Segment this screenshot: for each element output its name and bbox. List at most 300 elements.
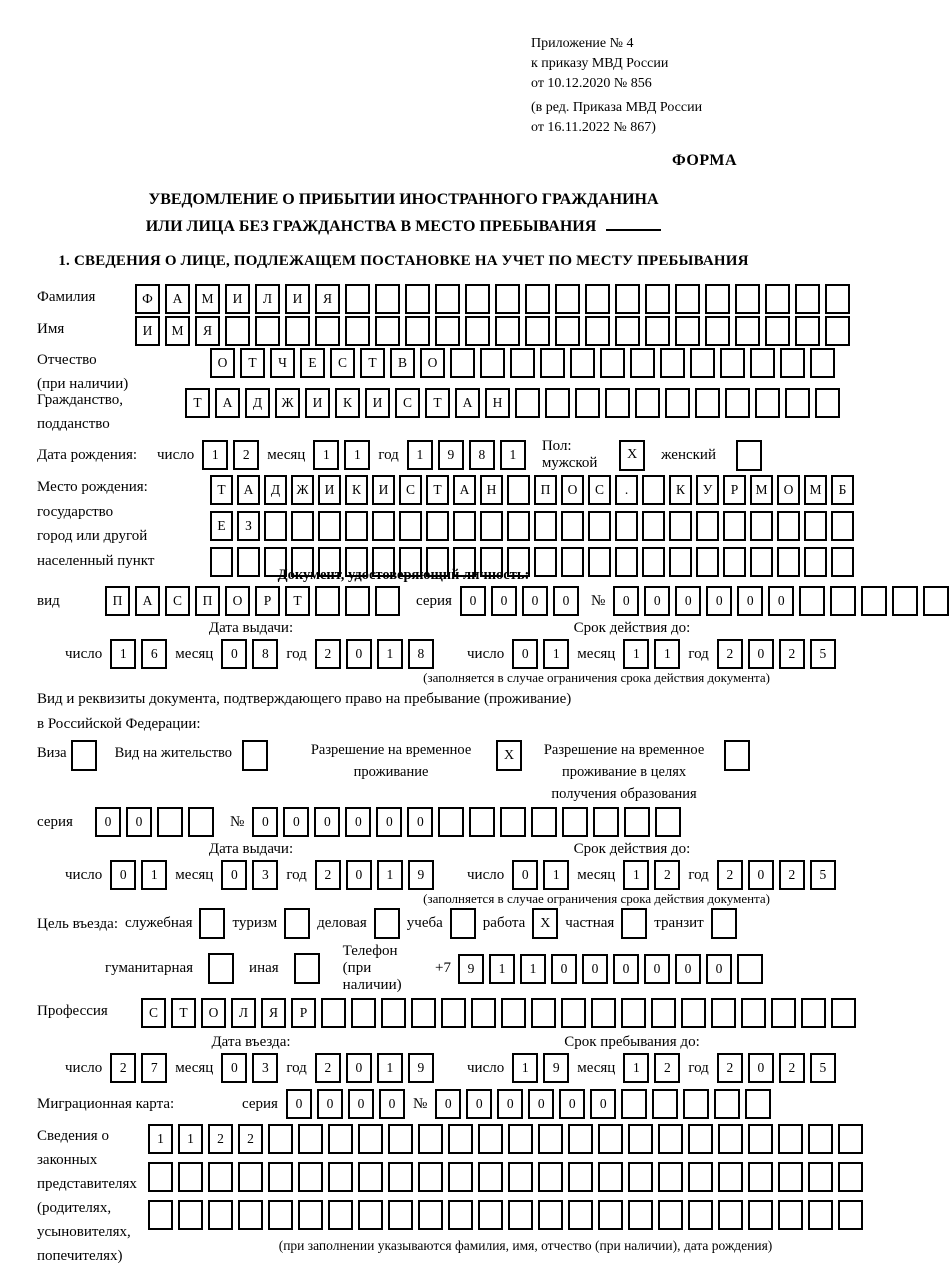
char-cell[interactable] <box>71 740 97 771</box>
char-cell[interactable] <box>555 316 580 346</box>
char-cell[interactable]: 7 <box>141 1053 167 1083</box>
char-cell[interactable]: 0 <box>613 586 639 616</box>
char-cell[interactable] <box>681 998 706 1028</box>
char-cell[interactable] <box>750 511 773 541</box>
char-cell[interactable]: 0 <box>512 860 538 890</box>
char-cell[interactable] <box>388 1124 413 1154</box>
char-cell[interactable]: 1 <box>489 954 515 984</box>
char-cell[interactable]: И <box>135 316 160 346</box>
char-cell[interactable]: 0 <box>466 1089 492 1119</box>
char-cell[interactable] <box>531 998 556 1028</box>
char-cell[interactable] <box>838 1200 863 1230</box>
char-cell[interactable] <box>642 475 665 505</box>
char-cell[interactable] <box>199 908 225 939</box>
char-cell[interactable] <box>838 1124 863 1154</box>
char-cell[interactable] <box>225 316 250 346</box>
char-cell[interactable]: 1 <box>543 639 569 669</box>
char-cell[interactable]: 8 <box>408 639 434 669</box>
char-cell[interactable]: 9 <box>458 954 484 984</box>
char-cell[interactable]: 0 <box>126 807 152 837</box>
char-cell[interactable]: 0 <box>95 807 121 837</box>
char-cell[interactable] <box>351 998 376 1028</box>
char-cell[interactable] <box>208 953 234 984</box>
char-cell[interactable] <box>815 388 840 418</box>
char-cell[interactable] <box>669 511 692 541</box>
char-cell[interactable] <box>642 547 665 577</box>
char-cell[interactable]: 8 <box>469 440 495 470</box>
char-cell[interactable] <box>892 586 918 616</box>
char-cell[interactable] <box>711 998 736 1028</box>
char-cell[interactable]: Р <box>291 998 316 1028</box>
char-cell[interactable] <box>635 388 660 418</box>
char-cell[interactable] <box>345 586 370 616</box>
char-cell[interactable] <box>157 807 183 837</box>
char-cell[interactable]: . <box>615 475 638 505</box>
char-cell[interactable]: 0 <box>346 639 372 669</box>
char-cell[interactable] <box>628 1162 653 1192</box>
char-cell[interactable]: Ч <box>270 348 295 378</box>
char-cell[interactable]: Д <box>245 388 270 418</box>
char-cell[interactable] <box>448 1124 473 1154</box>
char-cell[interactable] <box>615 316 640 346</box>
char-cell[interactable]: 2 <box>717 860 743 890</box>
char-cell[interactable]: 0 <box>317 1089 343 1119</box>
char-cell[interactable]: 0 <box>283 807 309 837</box>
char-cell[interactable]: Т <box>171 998 196 1028</box>
char-cell[interactable] <box>723 547 746 577</box>
char-cell[interactable]: К <box>345 475 368 505</box>
char-cell[interactable] <box>665 388 690 418</box>
char-cell[interactable]: 1 <box>178 1124 203 1154</box>
char-cell[interactable]: 2 <box>233 440 259 470</box>
char-cell[interactable]: Я <box>195 316 220 346</box>
char-cell[interactable] <box>605 388 630 418</box>
char-cell[interactable] <box>294 953 320 984</box>
char-cell[interactable]: 0 <box>748 639 774 669</box>
char-cell[interactable]: 1 <box>344 440 370 470</box>
char-cell[interactable] <box>723 511 746 541</box>
char-cell[interactable] <box>660 348 685 378</box>
char-cell[interactable] <box>534 511 557 541</box>
char-cell[interactable] <box>777 511 800 541</box>
char-cell[interactable] <box>621 1089 647 1119</box>
char-cell[interactable]: 1 <box>623 639 649 669</box>
char-cell[interactable] <box>777 547 800 577</box>
char-cell[interactable] <box>284 908 310 939</box>
char-cell[interactable] <box>238 1162 263 1192</box>
char-cell[interactable]: 0 <box>345 807 371 837</box>
char-cell[interactable] <box>600 348 625 378</box>
char-cell[interactable] <box>718 1200 743 1230</box>
char-cell[interactable] <box>598 1124 623 1154</box>
char-cell[interactable]: 9 <box>543 1053 569 1083</box>
char-cell[interactable] <box>718 1124 743 1154</box>
char-cell[interactable]: 2 <box>654 1053 680 1083</box>
char-cell[interactable] <box>372 511 395 541</box>
char-cell[interactable]: 0 <box>748 860 774 890</box>
char-cell[interactable]: 2 <box>208 1124 233 1154</box>
char-cell[interactable] <box>588 511 611 541</box>
char-cell[interactable]: П <box>534 475 557 505</box>
char-cell[interactable] <box>745 1089 771 1119</box>
char-cell[interactable] <box>375 284 400 314</box>
char-cell[interactable]: 0 <box>553 586 579 616</box>
char-cell[interactable] <box>405 284 430 314</box>
char-cell[interactable] <box>711 908 737 939</box>
char-cell[interactable] <box>615 284 640 314</box>
char-cell[interactable] <box>568 1124 593 1154</box>
char-cell[interactable] <box>778 1162 803 1192</box>
char-cell[interactable] <box>808 1124 833 1154</box>
char-cell[interactable] <box>683 1089 709 1119</box>
char-cell[interactable] <box>495 316 520 346</box>
char-cell[interactable]: 1 <box>623 860 649 890</box>
char-cell[interactable]: 1 <box>110 639 136 669</box>
char-cell[interactable] <box>315 586 340 616</box>
char-cell[interactable] <box>838 1162 863 1192</box>
char-cell[interactable] <box>515 388 540 418</box>
char-cell[interactable] <box>508 1200 533 1230</box>
char-cell[interactable]: 2 <box>779 860 805 890</box>
char-cell[interactable] <box>441 998 466 1028</box>
char-cell[interactable] <box>658 1124 683 1154</box>
char-cell[interactable] <box>418 1200 443 1230</box>
char-cell[interactable]: Т <box>185 388 210 418</box>
char-cell[interactable]: М <box>750 475 773 505</box>
char-cell[interactable]: 1 <box>148 1124 173 1154</box>
char-cell[interactable]: 0 <box>559 1089 585 1119</box>
char-cell[interactable] <box>375 586 400 616</box>
char-cell[interactable]: С <box>399 475 422 505</box>
char-cell[interactable]: 0 <box>644 954 670 984</box>
char-cell[interactable]: 1 <box>500 440 526 470</box>
char-cell[interactable]: В <box>390 348 415 378</box>
char-cell[interactable] <box>321 998 346 1028</box>
char-cell[interactable] <box>507 475 530 505</box>
char-cell[interactable] <box>531 807 557 837</box>
char-cell[interactable] <box>748 1200 773 1230</box>
char-cell[interactable] <box>675 316 700 346</box>
char-cell[interactable]: 1 <box>202 440 228 470</box>
char-cell[interactable]: 5 <box>810 1053 836 1083</box>
char-cell[interactable] <box>705 316 730 346</box>
char-cell[interactable] <box>658 1200 683 1230</box>
char-cell[interactable]: 3 <box>252 1053 278 1083</box>
char-cell[interactable] <box>411 998 436 1028</box>
char-cell[interactable]: 1 <box>623 1053 649 1083</box>
char-cell[interactable] <box>735 316 760 346</box>
char-cell[interactable] <box>508 1162 533 1192</box>
char-cell[interactable]: Ж <box>275 388 300 418</box>
char-cell[interactable]: С <box>330 348 355 378</box>
char-cell[interactable]: 0 <box>512 639 538 669</box>
char-cell[interactable] <box>264 511 287 541</box>
char-cell[interactable] <box>510 348 535 378</box>
char-cell[interactable]: 0 <box>460 586 486 616</box>
char-cell[interactable] <box>725 388 750 418</box>
char-cell[interactable] <box>785 388 810 418</box>
char-cell[interactable]: А <box>455 388 480 418</box>
char-cell[interactable] <box>381 998 406 1028</box>
char-cell[interactable]: 1 <box>654 639 680 669</box>
char-cell[interactable]: 0 <box>221 639 247 669</box>
char-cell[interactable] <box>624 807 650 837</box>
char-cell[interactable] <box>675 284 700 314</box>
char-cell[interactable] <box>450 908 476 939</box>
char-cell[interactable]: Ж <box>291 475 314 505</box>
char-cell[interactable] <box>741 998 766 1028</box>
char-cell[interactable] <box>178 1162 203 1192</box>
char-cell[interactable]: 0 <box>528 1089 554 1119</box>
char-cell[interactable] <box>645 316 670 346</box>
char-cell[interactable] <box>561 998 586 1028</box>
char-cell[interactable]: X <box>532 908 558 939</box>
char-cell[interactable] <box>525 316 550 346</box>
char-cell[interactable]: Б <box>831 475 854 505</box>
char-cell[interactable]: 0 <box>379 1089 405 1119</box>
char-cell[interactable] <box>534 547 557 577</box>
char-cell[interactable]: А <box>453 475 476 505</box>
char-cell[interactable] <box>750 547 773 577</box>
char-cell[interactable] <box>374 908 400 939</box>
char-cell[interactable]: П <box>105 586 130 616</box>
char-cell[interactable]: С <box>141 998 166 1028</box>
char-cell[interactable] <box>345 284 370 314</box>
char-cell[interactable]: X <box>619 440 645 471</box>
char-cell[interactable] <box>345 511 368 541</box>
char-cell[interactable]: С <box>165 586 190 616</box>
char-cell[interactable] <box>585 316 610 346</box>
char-cell[interactable]: 1 <box>407 440 433 470</box>
char-cell[interactable]: 2 <box>779 1053 805 1083</box>
char-cell[interactable]: 1 <box>313 440 339 470</box>
char-cell[interactable]: Р <box>255 586 280 616</box>
char-cell[interactable]: 5 <box>810 860 836 890</box>
char-cell[interactable]: У <box>696 475 719 505</box>
char-cell[interactable] <box>696 511 719 541</box>
char-cell[interactable]: 0 <box>590 1089 616 1119</box>
char-cell[interactable] <box>358 1162 383 1192</box>
char-cell[interactable]: 0 <box>221 1053 247 1083</box>
char-cell[interactable] <box>598 1200 623 1230</box>
char-cell[interactable]: 1 <box>377 1053 403 1083</box>
char-cell[interactable]: Е <box>210 511 233 541</box>
char-cell[interactable]: С <box>395 388 420 418</box>
char-cell[interactable] <box>418 1124 443 1154</box>
char-cell[interactable] <box>651 998 676 1028</box>
char-cell[interactable]: 2 <box>717 639 743 669</box>
char-cell[interactable] <box>562 807 588 837</box>
char-cell[interactable] <box>714 1089 740 1119</box>
char-cell[interactable] <box>735 284 760 314</box>
char-cell[interactable] <box>831 547 854 577</box>
char-cell[interactable]: Е <box>300 348 325 378</box>
char-cell[interactable] <box>465 284 490 314</box>
char-cell[interactable] <box>545 388 570 418</box>
char-cell[interactable]: 0 <box>110 860 136 890</box>
char-cell[interactable] <box>315 316 340 346</box>
char-cell[interactable]: Я <box>315 284 340 314</box>
char-cell[interactable] <box>801 998 826 1028</box>
char-cell[interactable] <box>655 807 681 837</box>
char-cell[interactable] <box>765 316 790 346</box>
char-cell[interactable] <box>630 348 655 378</box>
char-cell[interactable] <box>755 388 780 418</box>
char-cell[interactable] <box>695 388 720 418</box>
char-cell[interactable] <box>771 998 796 1028</box>
char-cell[interactable] <box>328 1124 353 1154</box>
char-cell[interactable] <box>471 998 496 1028</box>
char-cell[interactable] <box>148 1200 173 1230</box>
char-cell[interactable]: И <box>365 388 390 418</box>
char-cell[interactable] <box>688 1200 713 1230</box>
char-cell[interactable] <box>804 547 827 577</box>
char-cell[interactable] <box>621 998 646 1028</box>
char-cell[interactable]: 9 <box>408 1053 434 1083</box>
char-cell[interactable]: М <box>804 475 827 505</box>
char-cell[interactable] <box>453 511 476 541</box>
char-cell[interactable]: Л <box>231 998 256 1028</box>
char-cell[interactable]: 0 <box>407 807 433 837</box>
char-cell[interactable] <box>825 284 850 314</box>
char-cell[interactable] <box>831 998 856 1028</box>
char-cell[interactable] <box>208 1200 233 1230</box>
char-cell[interactable]: 2 <box>110 1053 136 1083</box>
char-cell[interactable] <box>148 1162 173 1192</box>
char-cell[interactable] <box>570 348 595 378</box>
char-cell[interactable]: А <box>215 388 240 418</box>
char-cell[interactable] <box>495 284 520 314</box>
char-cell[interactable] <box>615 547 638 577</box>
char-cell[interactable]: О <box>420 348 445 378</box>
char-cell[interactable] <box>328 1162 353 1192</box>
char-cell[interactable]: 0 <box>491 586 517 616</box>
char-cell[interactable]: 2 <box>315 860 341 890</box>
char-cell[interactable] <box>810 348 835 378</box>
char-cell[interactable]: Т <box>425 388 450 418</box>
char-cell[interactable] <box>861 586 887 616</box>
char-cell[interactable] <box>831 511 854 541</box>
char-cell[interactable] <box>208 1162 233 1192</box>
char-cell[interactable] <box>298 1124 323 1154</box>
char-cell[interactable]: И <box>318 475 341 505</box>
char-cell[interactable]: 0 <box>613 954 639 984</box>
char-cell[interactable]: Т <box>360 348 385 378</box>
char-cell[interactable] <box>478 1200 503 1230</box>
char-cell[interactable] <box>507 511 530 541</box>
char-cell[interactable] <box>268 1162 293 1192</box>
char-cell[interactable]: 0 <box>644 586 670 616</box>
char-cell[interactable] <box>238 1200 263 1230</box>
char-cell[interactable]: 6 <box>141 639 167 669</box>
char-cell[interactable] <box>438 807 464 837</box>
char-cell[interactable] <box>426 511 449 541</box>
char-cell[interactable]: Я <box>261 998 286 1028</box>
char-cell[interactable]: И <box>285 284 310 314</box>
char-cell[interactable] <box>188 807 214 837</box>
char-cell[interactable]: Т <box>210 475 233 505</box>
char-cell[interactable]: 2 <box>654 860 680 890</box>
char-cell[interactable] <box>795 316 820 346</box>
char-cell[interactable] <box>575 388 600 418</box>
char-cell[interactable]: И <box>372 475 395 505</box>
char-cell[interactable] <box>448 1162 473 1192</box>
char-cell[interactable]: Л <box>255 284 280 314</box>
char-cell[interactable]: 0 <box>346 1053 372 1083</box>
char-cell[interactable] <box>808 1200 833 1230</box>
char-cell[interactable] <box>598 1162 623 1192</box>
char-cell[interactable] <box>923 586 949 616</box>
char-cell[interactable] <box>628 1200 653 1230</box>
char-cell[interactable]: 0 <box>522 586 548 616</box>
char-cell[interactable] <box>705 284 730 314</box>
char-cell[interactable]: С <box>588 475 611 505</box>
char-cell[interactable] <box>750 348 775 378</box>
char-cell[interactable] <box>652 1089 678 1119</box>
char-cell[interactable]: 3 <box>252 860 278 890</box>
char-cell[interactable] <box>268 1200 293 1230</box>
char-cell[interactable]: 9 <box>408 860 434 890</box>
char-cell[interactable] <box>237 547 260 577</box>
char-cell[interactable]: 2 <box>315 639 341 669</box>
char-cell[interactable] <box>588 547 611 577</box>
char-cell[interactable]: Д <box>264 475 287 505</box>
char-cell[interactable]: 0 <box>551 954 577 984</box>
char-cell[interactable] <box>478 1124 503 1154</box>
char-cell[interactable]: Ф <box>135 284 160 314</box>
char-cell[interactable] <box>593 807 619 837</box>
char-cell[interactable] <box>210 547 233 577</box>
char-cell[interactable] <box>669 547 692 577</box>
char-cell[interactable] <box>435 284 460 314</box>
char-cell[interactable]: 0 <box>675 586 701 616</box>
char-cell[interactable]: 0 <box>376 807 402 837</box>
char-cell[interactable] <box>298 1200 323 1230</box>
char-cell[interactable] <box>645 284 670 314</box>
char-cell[interactable]: 0 <box>286 1089 312 1119</box>
char-cell[interactable]: X <box>496 740 522 771</box>
char-cell[interactable]: И <box>225 284 250 314</box>
char-cell[interactable]: 1 <box>543 860 569 890</box>
char-cell[interactable] <box>291 511 314 541</box>
char-cell[interactable]: 0 <box>346 860 372 890</box>
char-cell[interactable]: 1 <box>377 639 403 669</box>
char-cell[interactable] <box>748 1162 773 1192</box>
char-cell[interactable] <box>242 740 268 771</box>
char-cell[interactable] <box>795 284 820 314</box>
char-cell[interactable] <box>538 1124 563 1154</box>
char-cell[interactable] <box>508 1124 533 1154</box>
char-cell[interactable] <box>804 511 827 541</box>
char-cell[interactable]: Т <box>285 586 310 616</box>
char-cell[interactable]: 0 <box>768 586 794 616</box>
char-cell[interactable]: 0 <box>737 586 763 616</box>
char-cell[interactable] <box>778 1124 803 1154</box>
char-cell[interactable] <box>358 1124 383 1154</box>
char-cell[interactable] <box>718 1162 743 1192</box>
char-cell[interactable] <box>688 1162 713 1192</box>
char-cell[interactable]: М <box>165 316 190 346</box>
char-cell[interactable] <box>448 1200 473 1230</box>
char-cell[interactable]: 0 <box>348 1089 374 1119</box>
char-cell[interactable] <box>388 1162 413 1192</box>
char-cell[interactable]: 2 <box>717 1053 743 1083</box>
char-cell[interactable]: О <box>210 348 235 378</box>
char-cell[interactable] <box>736 440 762 471</box>
char-cell[interactable] <box>328 1200 353 1230</box>
char-cell[interactable]: Н <box>480 475 503 505</box>
char-cell[interactable] <box>561 511 584 541</box>
